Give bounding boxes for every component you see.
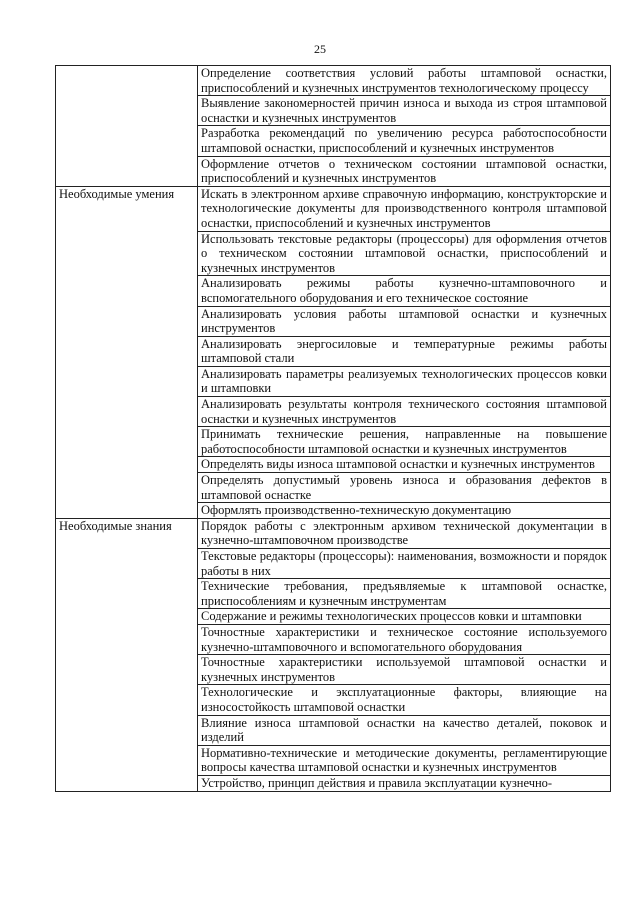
- page-number: 25: [314, 42, 326, 56]
- row-text: Анализировать режимы работы кузнечно-штамповочного и вспомогательного оборудования и его техническое состояние: [198, 276, 611, 306]
- row-text: Анализировать условия работы штамповой оснастки и кузнечных инструментов: [198, 306, 611, 336]
- row-text: Технические требования, предъявляемые к штамповой оснастке, приспособлениям и кузнечным инструментам: [198, 579, 611, 609]
- row-text: Определять допустимый уровень износа и образования дефектов в штамповой оснастке: [198, 473, 611, 503]
- row-text: Нормативно-технические и методические документы, регламентирующие вопросы качества штамповой оснастки и кузнечных инструментов: [198, 745, 611, 775]
- row-text: Использовать текстовые редакторы (процессоры) для оформления отчетов о техническом состоянии штамповой оснастки, приспособлений и кузнечных инструментов: [198, 231, 611, 276]
- row-text: Содержание и режимы технологических процессов ковки и штамповки: [198, 609, 611, 625]
- row-text: Определение соответствия условий работы штамповой оснастки, приспособлений и кузнечных инструментов технологическому процессу: [198, 66, 611, 96]
- row-text: Анализировать результаты контроля технического состояния штамповой оснастки и кузнечных инструментов: [198, 397, 611, 427]
- row-label: [56, 66, 198, 187]
- row-text: Технологические и эксплуатационные факторы, влияющие на износостойкость штамповой оснастки: [198, 685, 611, 715]
- table-row: [56, 186, 611, 231]
- row-text: Выявление закономерностей причин износа и выхода из строя штамповой оснастки и кузнечных инструментов: [198, 96, 611, 126]
- row-text: Точностные характеристики и техническое состояние используемого кузнечно-штамповочного и вспомогательного оборудования: [198, 624, 611, 654]
- table-row: [56, 518, 611, 548]
- knowledge-label: Необходимые знания: [56, 518, 198, 791]
- qualification-table: [55, 65, 611, 792]
- skills-label: Необходимые умения: [56, 186, 198, 518]
- row-text: Текстовые редакторы (процессоры): наименования, возможности и порядок работы в них: [198, 549, 611, 579]
- row-text: Искать в электронном архиве справочную информацию, конструкторские и технологические документы для производственного контроля штамповой оснастки, приспособлений и кузнечных инструментов: [198, 186, 611, 231]
- row-text: Влияние износа штамповой оснастки на качество деталей, поковок и изделий: [198, 715, 611, 745]
- row-text: Точностные характеристики используемой штамповой оснастки и кузнечных инструментов: [198, 655, 611, 685]
- row-text: Определять виды износа штамповой оснастки и кузнечных инструментов: [198, 457, 611, 473]
- row-text: Устройство, принцип действия и правила эксплуатации кузнечно-: [198, 775, 611, 791]
- row-text: Оформлять производственно-техническую документацию: [198, 503, 611, 519]
- row-text: Анализировать энергосиловые и температурные режимы работы штамповой стали: [198, 336, 611, 366]
- table-row: [56, 66, 611, 96]
- row-text: Порядок работы с электронным архивом технической документации в кузнечно-штамповочном производстве: [198, 518, 611, 548]
- row-text: Анализировать параметры реализуемых технологических процессов ковки и штамповки: [198, 366, 611, 396]
- row-text: Разработка рекомендаций по увеличению ресурса работоспособности штамповой оснастки, приспособлений и кузнечных инструментов: [198, 126, 611, 156]
- row-text: Принимать технические решения, направленные на повышение работоспособности штамповой оснастки и кузнечных инструментов: [198, 427, 611, 457]
- row-text: Оформление отчетов о техническом состоянии штамповой оснастки, приспособлений и кузнечных инструментов: [198, 156, 611, 186]
